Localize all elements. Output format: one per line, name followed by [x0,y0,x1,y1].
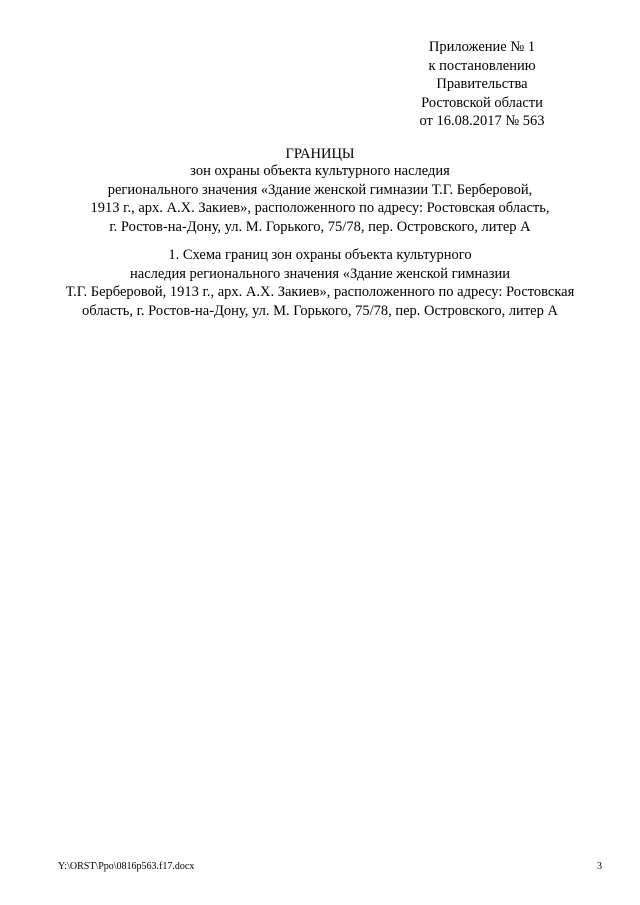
scheme-heading-line: Т.Г. Берберовой, 1913 г., арх. А.Х. Закиев», расположенного по адресу: Ростовская [65,284,575,300]
scheme-heading-line: 1. Схема границ зон охраны объекта культурного [168,247,472,263]
footer-page-number: 3 [597,861,602,872]
appendix-reference-block [382,38,582,131]
appendix-date-number-line: от 16.08.2017 № 563 [419,113,545,129]
appendix-resolution-line: к постановлению [428,57,536,74]
scheme-heading-line: наследия регионального значения «Здание женской гимназии [130,265,510,282]
scheme-section-heading [0,246,640,320]
subtitle-line: зон охраны объекта культурного наследия [190,163,450,179]
appendix-number: Приложение № 1 [428,39,536,55]
document-subtitle [0,162,640,236]
appendix-government-line: Правительства [436,76,528,92]
appendix-region-line: Ростовской области [421,94,543,111]
footer-file-path: Y:\ORST\Ppo\0816p563.f17.docx [58,861,195,872]
subtitle-line: регионального значения «Здание женской гимназии Т.Г. Берберовой, [107,181,533,198]
scheme-heading-line: область, г. Ростов-на-Дону, ул. М. Горького, 75/78, пер. Островского, литер А [82,302,558,319]
subtitle-line: г. Ростов-на-Дону, ул. М. Горького, 75/78, пер. Островского, литер А [109,218,531,235]
document-title: ГРАНИЦЫ [285,146,355,162]
subtitle-line: 1913 г., арх. А.Х. Закиев», расположенного по адресу: Ростовская область, [90,200,550,216]
